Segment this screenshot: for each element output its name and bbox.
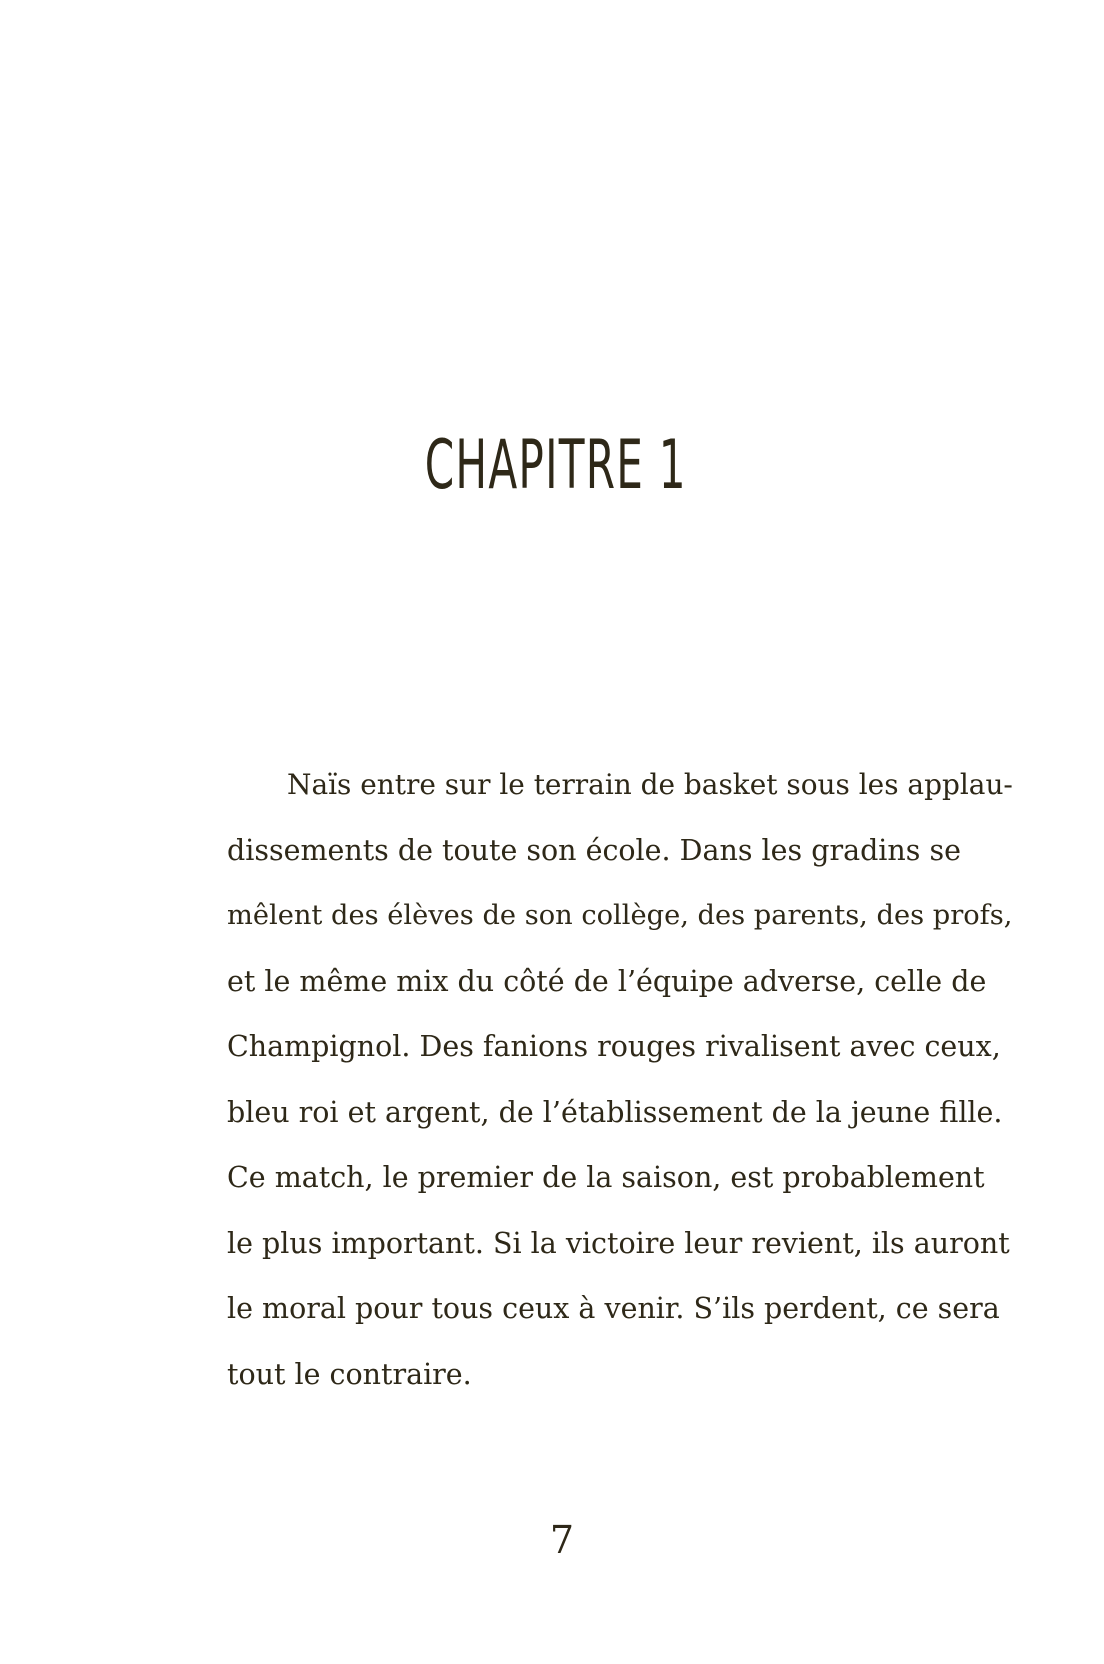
paragraph-line: le moral pour tous ceux à venir. S’ils perdent, ce sera <box>227 1292 1000 1325</box>
chapter-title: CHAPITRE 1 <box>424 426 687 505</box>
paragraph-line: et le même mix du côté de l’équipe adverse, celle de <box>227 964 987 998</box>
paragraph-line: Naïs entre sur le terrain de basket sous les applau- <box>287 768 1013 801</box>
paragraph-line: bleu roi et argent, de l’établissement de la jeune fille. <box>227 1095 1003 1129</box>
chapter-paragraph <box>167 752 1013 1407</box>
paragraph-line: le plus important. Si la victoire leur revient, ils auront <box>227 1226 1010 1260</box>
paragraph-line: dissements de toute son école. Dans les gradins se <box>227 833 961 867</box>
page-number: 7 <box>549 1518 575 1562</box>
paragraph-line: mêlent des élèves de son collège, des parents, des profs, <box>227 900 1013 931</box>
paragraph-line: tout le contraire. <box>227 1357 472 1391</box>
paragraph-line: Ce match, le premier de la saison, est probablement <box>227 1161 985 1194</box>
paragraph-line: Champignol. Des fanions rouges rivalisent avec ceux, <box>227 1030 1001 1063</box>
